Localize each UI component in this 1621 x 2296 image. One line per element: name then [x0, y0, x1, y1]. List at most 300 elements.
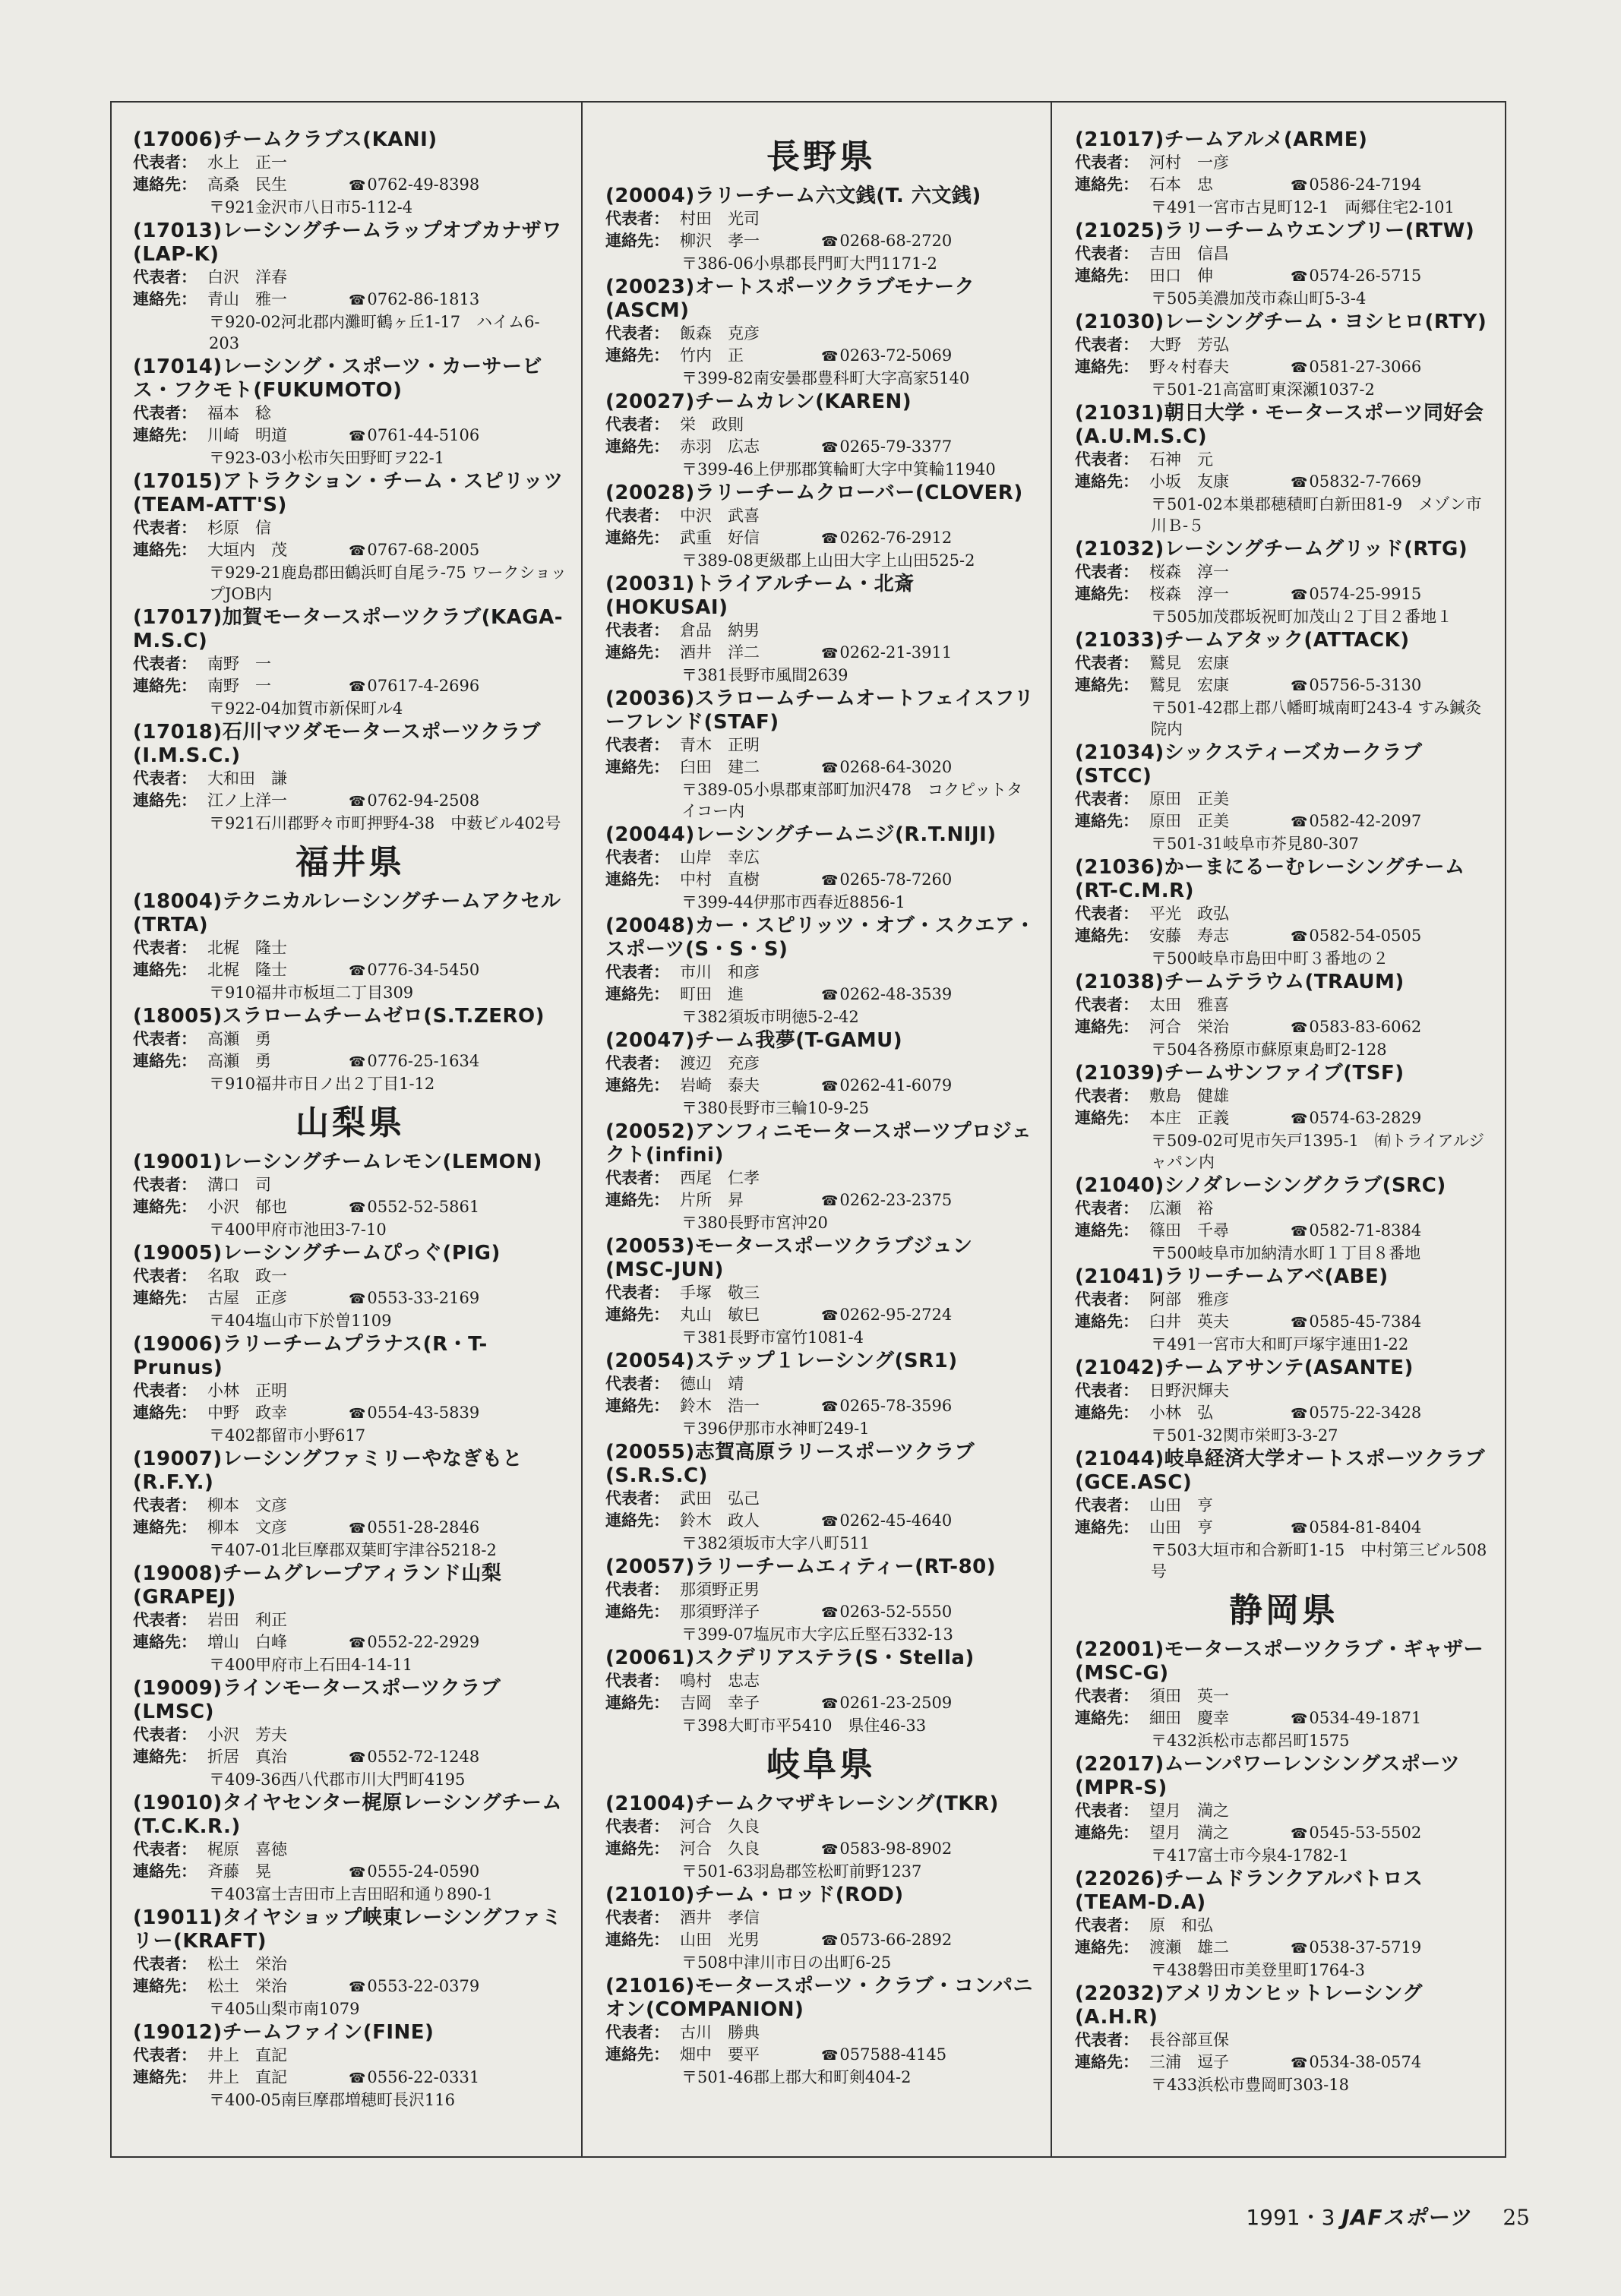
phone-number: 0767-68-2005	[367, 541, 480, 559]
representative-line	[605, 1670, 1037, 1692]
representative-line	[1075, 334, 1493, 356]
phone-number: 0585-45-7384	[1309, 1312, 1422, 1331]
club-name: (21016)モータースポーツ・クラブ・コンパニオン(COMPANION)	[605, 1975, 1034, 2021]
phone-number: 0761-44-5106	[367, 426, 480, 444]
phone-icon: ☎	[349, 1521, 366, 1536]
representative-label: 代表者：	[605, 736, 669, 754]
phone-icon: ☎	[349, 428, 366, 444]
contact-name: 小沢 郁也	[207, 1198, 287, 1216]
club-name: (21017)チームアルメ(ARME)	[1075, 128, 1368, 151]
address: 〒923-03小松市矢田野町ヲ22-1	[209, 449, 445, 467]
contact-label: 連絡先：	[1075, 472, 1139, 491]
phone	[349, 541, 479, 559]
representative-label: 代表者：	[133, 769, 197, 788]
representative-name: 倉品 納男	[680, 621, 760, 640]
contact-line	[605, 230, 1037, 253]
representative-label: 代表者：	[605, 1818, 669, 1836]
prefecture-heading: 岐阜県	[766, 1745, 876, 1784]
phone	[821, 1931, 952, 1949]
club-entry	[133, 2021, 567, 2111]
club-entry	[605, 1555, 1037, 1645]
representative-label: 代表者：	[605, 324, 669, 343]
phone-number: 0263-72-5069	[839, 346, 953, 365]
phone-number: 0265-78-3596	[839, 1397, 953, 1415]
address: 〒400-05南巨摩郡増穂町長沢116	[209, 2091, 455, 2109]
contact-line	[605, 2044, 1037, 2067]
contact-line	[1075, 2051, 1493, 2074]
contact-name: 中村 直樹	[680, 870, 760, 889]
contact-name: 柳本 文彦	[207, 1518, 287, 1536]
contact-line	[605, 345, 1037, 368]
representative-name: 杉原 信	[207, 519, 271, 537]
contact-name: 井上 直記	[207, 2068, 287, 2086]
club-name: (20052)アンフィニモータースポーツプロジェクト(infini)	[605, 1120, 1032, 1167]
club-name: (20047)チーム我夢(T-GAMU)	[605, 1029, 903, 1052]
phone-number: 0551-28-2846	[367, 1518, 480, 1536]
contact-line	[605, 1304, 1037, 1327]
phone	[1291, 676, 1421, 694]
representative-label: 代表者：	[1075, 450, 1139, 469]
club-entry	[605, 687, 1037, 822]
phone	[821, 985, 952, 1003]
club-name: (22026)チームドランクアルバトロス(TEAM-D.A)	[1075, 1868, 1424, 1914]
contact-line	[133, 539, 567, 562]
phone-number: 0582-71-8384	[1309, 1221, 1422, 1240]
representative-label: 代表者：	[133, 1726, 197, 1744]
phone	[349, 1289, 479, 1307]
contact-line	[133, 1287, 567, 1310]
address: 〒432浜松市志都呂町1575	[1151, 1732, 1350, 1750]
phone	[821, 1306, 952, 1324]
representative-name: 中沢 武喜	[680, 507, 760, 525]
phone-number: 0582-54-0505	[1309, 927, 1422, 945]
contact-name: 鈴木 政人	[680, 1511, 760, 1530]
club-entry	[133, 1005, 567, 1094]
phone-icon: ☎	[821, 760, 839, 776]
representative-name: 石神 元	[1149, 450, 1213, 469]
contact-line	[1075, 471, 1493, 494]
club-entry	[605, 1647, 1037, 1736]
phone	[821, 1840, 952, 1858]
club-name: (20061)スクデリアステラ(S・Stella)	[605, 1647, 975, 1669]
contact-line	[605, 527, 1037, 550]
club-entry	[133, 1242, 567, 1331]
address: 〒920-02河北郡内灘町鶴ヶ丘1-17 ハイム6-203	[209, 313, 540, 352]
representative-line	[133, 937, 567, 959]
address: 〒508中津川市日の出町6-25	[681, 1953, 892, 1972]
contact-label: 連絡先：	[605, 1306, 669, 1324]
club-entry	[1075, 629, 1493, 740]
representative-label: 代表者：	[1075, 1802, 1139, 1820]
phone-icon: ☎	[1291, 1711, 1308, 1727]
representative-line	[1075, 1495, 1493, 1517]
representative-line	[1075, 1198, 1493, 1220]
phone-icon: ☎	[349, 178, 366, 194]
phone	[821, 232, 952, 250]
representative-line	[605, 734, 1037, 756]
club-name: (21004)チームクマザキレーシング(TKR)	[605, 1792, 999, 1815]
contact-line	[1075, 1220, 1493, 1243]
phone-number: 0555-24-0590	[367, 1862, 480, 1881]
contact-line	[1075, 925, 1493, 948]
club-entry	[133, 1906, 567, 2020]
club-name: (21030)レーシングチーム・ヨシヒロ(RTY)	[1075, 311, 1487, 333]
phone-number: 0584-81-8404	[1309, 1518, 1422, 1536]
contact-line	[605, 1189, 1037, 1212]
contact-name: 大垣内 茂	[207, 541, 287, 559]
address: 〒921金沢市八日市5-112-4	[209, 198, 413, 216]
contact-name: 丸山 敏巳	[680, 1306, 760, 1324]
representative-label: 代表者：	[605, 1489, 669, 1508]
representative-name: 柳本 文彦	[207, 1496, 287, 1514]
contact-name: 高瀬 勇	[207, 1052, 271, 1070]
contact-name: 河合 久良	[680, 1840, 760, 1858]
representative-name: 飯森 克彦	[680, 324, 760, 343]
address: 〒399-07塩尻市大字広丘堅石332-13	[681, 1625, 953, 1644]
contact-line	[1075, 1402, 1493, 1425]
representative-line	[605, 1282, 1037, 1304]
address: 〒922-04加賀市新保町ル4	[209, 700, 403, 718]
phone-icon: ☎	[821, 1605, 839, 1621]
address: 〒491一宮市大和町戸塚宇連田1-22	[1151, 1335, 1409, 1353]
club-name: (19011)タイヤショップ峡東レーシングファミリー(KRAFT)	[133, 1906, 562, 1953]
club-entry	[1075, 402, 1493, 536]
contact-line	[605, 1395, 1037, 1418]
address: 〒921石川郡野々市町押野4-38 中薮ビル402号	[209, 814, 561, 832]
address: 〒386-06小県郡長門町大門1171-2	[681, 254, 937, 273]
contact-line	[133, 174, 567, 197]
phone-icon: ☎	[349, 1406, 366, 1422]
contact-label: 連絡先：	[605, 1397, 669, 1415]
phone	[821, 346, 952, 365]
contact-label: 連絡先：	[133, 426, 197, 444]
representative-name: 平光 政弘	[1149, 905, 1229, 923]
address: 〒396伊那市水神町249-1	[681, 1420, 870, 1438]
address: 〒433浜松市豊岡町303-18	[1151, 2076, 1349, 2094]
club-name: (19006)ラリーチームプラナス(R・T-Prunus)	[133, 1333, 488, 1379]
club-entry	[133, 721, 567, 834]
phone	[1291, 1018, 1421, 1036]
representative-label: 代表者：	[133, 519, 197, 537]
representative-name: 吉田 信昌	[1149, 245, 1229, 263]
representative-label: 代表者：	[1075, 563, 1139, 581]
contact-label: 連絡先：	[605, 346, 669, 365]
club-name: (17015)アトラクション・チーム・スピリッツ(TEAM-ATT'S)	[133, 470, 564, 516]
contact-label: 連絡先：	[605, 2045, 669, 2064]
address: 〒402都留市小野617	[209, 1426, 366, 1445]
contact-line	[133, 425, 567, 447]
phone	[821, 1397, 952, 1415]
phone-number: 0762-49-8398	[367, 175, 480, 194]
phone-icon: ☎	[821, 440, 839, 456]
contact-name: 古屋 正彦	[207, 1289, 287, 1307]
address: 〒505加茂郡坂祝町加茂山２丁目２番地１	[1151, 608, 1453, 626]
page-number: 25	[1503, 2205, 1530, 2230]
phone	[821, 758, 952, 776]
contact-line	[605, 1929, 1037, 1952]
phone-icon: ☎	[1291, 1521, 1308, 1536]
phone	[821, 2045, 946, 2064]
contact-label: 連絡先：	[133, 1862, 197, 1881]
contact-label: 連絡先：	[133, 1198, 197, 1216]
club-entry	[133, 128, 567, 218]
phone	[821, 1191, 952, 1209]
representative-line	[1075, 449, 1493, 471]
contact-label: 連絡先：	[1075, 1518, 1139, 1536]
address: 〒501-42郡上郡八幡町城南町243-4 すみ鍼灸院内	[1151, 699, 1482, 738]
representative-line	[133, 1380, 567, 1402]
representative-name: 日野沢輝夫	[1149, 1382, 1229, 1400]
contact-label: 連絡先：	[605, 1511, 669, 1530]
club-entry	[1075, 128, 1493, 218]
representative-name: 高瀬 勇	[207, 1030, 271, 1048]
representative-label: 代表者：	[133, 1955, 197, 1973]
representative-name: 青木 正明	[680, 736, 760, 754]
phone-number: 0762-94-2508	[367, 791, 480, 810]
representative-line	[1075, 1685, 1493, 1707]
contact-name: 赤羽 広志	[680, 437, 760, 456]
representative-name: 鳴村 忠志	[680, 1672, 760, 1690]
phone-number: 0581-27-3066	[1309, 358, 1422, 376]
phone-number: 0574-25-9915	[1309, 585, 1422, 603]
contact-line	[133, 959, 567, 982]
address: 〒389-05小県郡東部町加沢478 コクピットタイコー内	[681, 781, 1023, 820]
contact-name: 那須野洋子	[680, 1603, 760, 1621]
contact-line	[133, 1746, 567, 1769]
representative-name: 溝口 司	[207, 1176, 271, 1194]
representative-name: 須田 英一	[1149, 1687, 1229, 1705]
phone-number: 0261-23-2509	[839, 1694, 953, 1712]
phone	[821, 1076, 952, 1094]
phone-icon: ☎	[1291, 178, 1308, 194]
representative-label: 代表者：	[133, 939, 197, 957]
representative-name: 原田 正美	[1149, 790, 1229, 808]
club-name: (17013)レーシングチームラップオブカナザワ(LAP-K)	[133, 219, 562, 266]
contact-label: 連絡先：	[605, 232, 669, 250]
representative-label: 代表者：	[605, 1169, 669, 1187]
club-entry	[605, 1441, 1037, 1554]
contact-line	[133, 1631, 567, 1654]
contact-line	[1075, 1937, 1493, 1960]
club-name: (20053)モータースポーツクラブジュン(MSC-JUN)	[605, 1235, 973, 1281]
phone-icon: ☎	[1291, 1315, 1308, 1331]
club-name: (19010)タイヤセンター梶原レーシングチーム(T.C.K.R.)	[133, 1792, 562, 1838]
contact-label: 連絡先：	[1075, 2053, 1139, 2071]
contact-name: 三浦 逗子	[1149, 2053, 1229, 2071]
club-entry	[1075, 856, 1493, 969]
phone-icon: ☎	[821, 1399, 839, 1415]
contact-name: 鷲見 宏康	[1149, 676, 1229, 694]
representative-name: 岩田 利正	[207, 1611, 287, 1629]
representative-name: 大野 芳弘	[1149, 336, 1229, 354]
representative-label: 代表者：	[133, 404, 197, 422]
club-name: (20004)ラリーチーム六文銭(T. 六文銭)	[605, 185, 981, 207]
phone-number: 0262-21-3911	[839, 643, 953, 662]
representative-name: 白沢 洋春	[207, 268, 287, 286]
phone-icon: ☎	[1291, 814, 1308, 830]
phone-number: 05832-7-7669	[1309, 472, 1422, 491]
club-name: (20023)オートスポーツクラブモナーク(ASCM)	[605, 276, 975, 322]
club-name: (19008)チームグレープアィランド山梨(GRAPEJ)	[133, 1562, 502, 1609]
phone	[349, 175, 479, 194]
contact-label: 連絡先：	[1075, 267, 1139, 285]
representative-name: 名取 政一	[207, 1267, 287, 1285]
phone-icon: ☎	[821, 531, 839, 547]
club-name: (20031)トライアルチーム・北斎(HOKUSAI)	[605, 573, 915, 619]
contact-name: 篠田 千尋	[1149, 1221, 1229, 1240]
representative-line	[133, 1028, 567, 1050]
address: 〒417富士市今泉4-1782-1	[1151, 1846, 1349, 1865]
contact-label: 連絡先：	[1075, 1221, 1139, 1240]
representative-label: 代表者：	[1075, 1496, 1139, 1514]
phone	[349, 961, 479, 979]
club-name: (20057)ラリーチームエィティー(RT-80)	[605, 1555, 997, 1578]
club-entry	[133, 1448, 567, 1561]
representative-label: 代表者：	[1075, 336, 1139, 354]
representative-label: 代表者：	[1075, 790, 1139, 808]
contact-line	[605, 642, 1037, 665]
representative-line	[133, 1839, 567, 1861]
contact-name: 武重 好信	[680, 529, 760, 547]
contact-line	[133, 1050, 567, 1073]
phone-number: 0262-48-3539	[839, 985, 953, 1003]
contact-line	[1075, 1822, 1493, 1845]
contact-line	[1075, 1016, 1493, 1039]
contact-label: 連絡先：	[1075, 1404, 1139, 1422]
representative-label: 代表者：	[1075, 153, 1139, 172]
phone-icon: ☎	[1291, 475, 1308, 491]
prefecture-heading: 静岡県	[1229, 1591, 1338, 1630]
contact-line	[1075, 583, 1493, 606]
address: 〒501-21高富町東深瀬1037-2	[1151, 381, 1375, 399]
contact-name: 竹内 正	[680, 346, 744, 365]
club-entry	[1075, 311, 1493, 400]
representative-line	[1075, 1915, 1493, 1937]
phone-icon: ☎	[821, 873, 839, 889]
representative-line	[133, 1495, 567, 1517]
club-name: (19005)レーシングチームぴっぐ(PIG)	[133, 1242, 501, 1265]
club-name: (21040)シノダレーシングクラブ(SRC)	[1075, 1174, 1446, 1197]
contact-label: 連絡先：	[133, 2068, 197, 2086]
address: 〒409-36西八代郡市川大門町4195	[209, 1770, 466, 1789]
club-name: (21044)岐阜経済大学オートスポーツクラブ(GCE.ASC)	[1075, 1448, 1486, 1494]
phone-icon: ☎	[1291, 1111, 1308, 1127]
phone-icon: ☎	[821, 349, 839, 365]
club-entry	[605, 1350, 1037, 1439]
phone-number: 0262-23-2375	[839, 1191, 953, 1209]
contact-name: 川崎 明道	[207, 426, 287, 444]
address: 〒501-32関市栄町3-3-27	[1151, 1426, 1338, 1445]
phone-icon: ☎	[821, 1514, 839, 1530]
club-entry	[1075, 741, 1493, 854]
phone	[349, 677, 479, 695]
contact-line	[1075, 265, 1493, 288]
club-entry	[605, 1120, 1037, 1233]
phone-number: 0762-86-1813	[367, 290, 480, 308]
address: 〒382須坂市明徳5-2-42	[681, 1008, 859, 1026]
contact-name: 鈴木 浩一	[680, 1397, 760, 1415]
phone-number: 0538-37-5719	[1309, 1938, 1422, 1956]
club-name: (20048)カー・スピリッツ・オブ・スクエア・スポーツ(S・S・S)	[605, 914, 1035, 961]
representative-line	[133, 768, 567, 790]
club-name: (21032)レーシングチームグリッド(RTG)	[1075, 538, 1468, 561]
club-name: (20027)チームカレン(KAREN)	[605, 390, 912, 413]
representative-label: 代表者：	[133, 1267, 197, 1285]
club-entry	[605, 1792, 1037, 1882]
club-name: (22001)モータースポーツクラブ・ギャザー(MSC-G)	[1075, 1638, 1484, 1685]
phone-icon: ☎	[349, 292, 366, 308]
contact-label: 連絡先：	[1075, 1312, 1139, 1331]
club-entry	[1075, 1265, 1493, 1355]
phone-icon: ☎	[349, 1635, 366, 1651]
representative-name: 河村 一彦	[1149, 153, 1229, 172]
phone	[349, 290, 479, 308]
phone-number: 0265-79-3377	[839, 437, 953, 456]
representative-line	[1075, 2029, 1493, 2051]
phone-icon: ☎	[821, 646, 839, 662]
representative-name: 北梶 隆士	[207, 939, 287, 957]
club-name: (22017)ムーンパワーレンシングスポーツ(MPR-S)	[1075, 1753, 1461, 1799]
contact-name: 吉岡 幸子	[680, 1694, 760, 1712]
representative-line	[1075, 561, 1493, 583]
phone-icon: ☎	[349, 1750, 366, 1766]
phone-icon: ☎	[1291, 1406, 1308, 1422]
club-entry	[1075, 971, 1493, 1060]
club-name: (18004)テクニカルレーシングチームアクセル(TRTA)	[133, 890, 561, 936]
phone	[1291, 1404, 1421, 1422]
phone	[349, 1404, 479, 1422]
representative-label: 代表者：	[133, 1840, 197, 1859]
contact-line	[133, 1517, 567, 1540]
phone-number: 07617-4-2696	[367, 677, 480, 695]
representative-name: 古川 勝典	[680, 2023, 760, 2042]
club-entry	[133, 1151, 567, 1240]
address: 〒399-82南安曇郡豊科町大字高家5140	[681, 369, 970, 387]
contact-label: 連絡先：	[605, 1931, 669, 1949]
club-entry	[605, 823, 1037, 913]
phone-icon: ☎	[821, 1696, 839, 1712]
contact-label: 連絡先：	[1075, 358, 1139, 376]
phone-icon: ☎	[821, 1933, 839, 1949]
representative-line	[605, 208, 1037, 230]
phone-icon: ☎	[349, 1054, 366, 1070]
representative-line	[133, 653, 567, 675]
phone-number: 0574-26-5715	[1309, 267, 1422, 285]
club-name: (21036)かーまにるーむレーシングチーム(RT-C.M.R)	[1075, 856, 1465, 902]
contact-name: 酒井 洋二	[680, 643, 760, 662]
club-name: (19012)チームファイン(FINE)	[133, 2021, 434, 2044]
address: 〒501-63羽島郡笠松町前野1237	[681, 1862, 922, 1881]
contact-line	[1075, 1311, 1493, 1334]
phone	[349, 1518, 479, 1536]
representative-label: 代表者：	[1075, 905, 1139, 923]
club-name: (21042)チームアサンテ(ASANTE)	[1075, 1356, 1414, 1379]
phone	[821, 1603, 952, 1621]
phone-icon: ☎	[1291, 678, 1308, 694]
contact-label: 連絡先：	[1075, 1709, 1139, 1727]
issue-date: 1991・3	[1246, 2205, 1335, 2230]
representative-line	[605, 414, 1037, 436]
contact-name: 北梶 隆士	[207, 961, 287, 979]
phone-number: 0545-53-5502	[1309, 1824, 1422, 1842]
phone-number: 0268-68-2720	[839, 232, 953, 250]
contact-label: 連絡先：	[1075, 676, 1139, 694]
representative-name: 手塚 敬三	[680, 1284, 760, 1302]
representative-label: 代表者：	[605, 963, 669, 981]
contact-line	[605, 984, 1037, 1006]
contact-label: 連絡先：	[1075, 927, 1139, 945]
contact-name: 臼井 英夫	[1149, 1312, 1229, 1331]
